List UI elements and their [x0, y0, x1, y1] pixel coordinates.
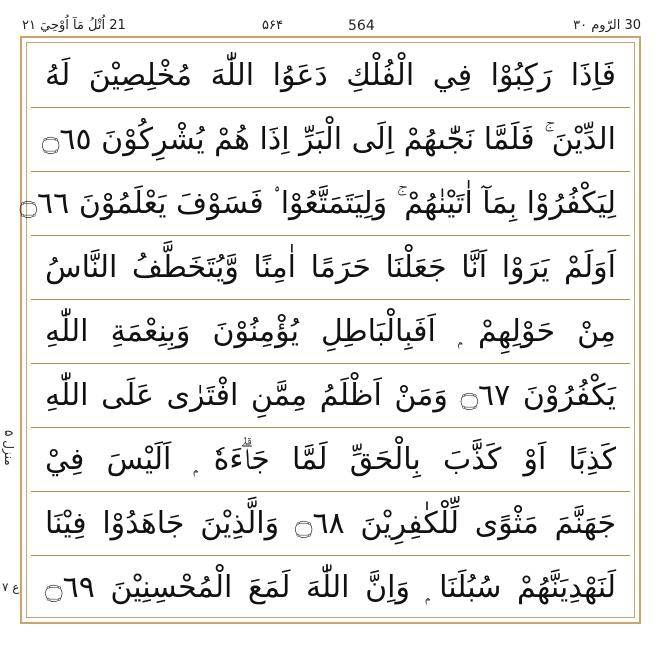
text-line	[31, 363, 630, 428]
text-line	[31, 555, 630, 620]
line-5: مِنْ حَوْلِهِمْ ۭ اَفَبِالْبَاطِلِ يُؤْمِنُوْنَ وَبِنِعْمَةِ اللّٰهِ	[45, 313, 616, 349]
text-line	[31, 491, 630, 556]
line-2: الدِّيْنَ ۚ فَلَمَّا نَجّٰىهُمْ اِلَى الْبَرِّ اِذَا هُمْ يُشْرِكُوْنَ ۝٦٥	[41, 121, 616, 157]
line-4: اَوَلَمْ يَرَوْا اَنَّا جَعَلْنَا حَرَمًا اٰمِنًا وَّيُتَخَطَّفُ النَّاسُ	[45, 249, 616, 285]
text-line	[31, 299, 630, 364]
line-7: كَذِبًا اَوْ كَذَّبَ بِالْحَقِّ لَمَّا جَاۗءَهٗ ۭ اَلَيْسَ فِيْ	[45, 441, 616, 477]
line-3: لِيَكْفُرُوْا بِمَآ اٰتَيْنٰهُمْ ۚ وَلِيَتَمَتَّعُوْا ۟ فَسَوْفَ يَعْلَمُوْنَ ۝٦٦	[19, 185, 616, 221]
page-number: 564	[348, 18, 375, 34]
text-line	[31, 427, 630, 492]
text-line	[31, 43, 630, 108]
text-line	[31, 107, 630, 172]
line-1: فَاِذَا رَكِبُوْا فِي الْفُلْكِ دَعَوُا اللّٰهَ مُخْلِصِيْنَ لَهُ	[45, 57, 616, 93]
line-6: يَكْفُرُوْنَ ۝٦٧ وَمَنْ اَظْلَمُ مِمَّنِ افْتَرٰى عَلَى اللّٰهِ	[45, 377, 617, 413]
page-frame	[20, 36, 641, 624]
juz-title: 21 اُتْلُ مَآ اُوْحِيَ ۲۱	[22, 18, 126, 33]
manzil-marker: منزل ۵	[2, 430, 16, 466]
page-header	[22, 18, 641, 36]
urdu-page-number: ۵۶۴	[262, 18, 283, 33]
text-line	[19, 171, 630, 236]
ruku-marker: ع ۷	[2, 580, 20, 594]
surah-title: 30 الرّوم ۳۰	[573, 18, 641, 33]
line-8: جَهَنَّمَ مَثْوًى لِّلْكٰفِرِيْنَ ۝٦٨ وَالَّذِيْنَ جَاهَدُوْا فِيْنَا	[45, 505, 617, 541]
text-line	[31, 235, 630, 300]
text-area	[19, 42, 635, 618]
line-9: لَنَهْدِيَنَّهُمْ سُبُلَنَا ۭ وَاِنَّ اللّٰهَ لَمَعَ الْمُحْسِنِيْنَ ۝٦٩	[45, 570, 616, 605]
